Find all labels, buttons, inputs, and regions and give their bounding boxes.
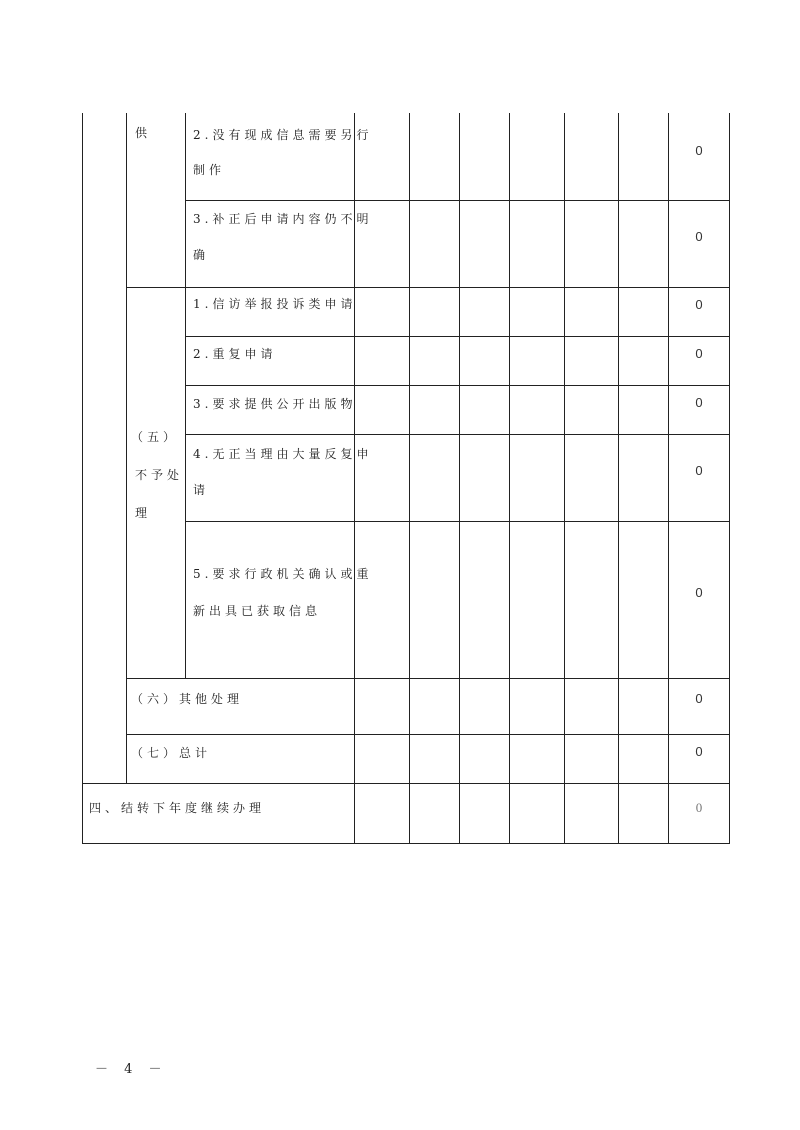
total-cell: 0	[695, 744, 703, 759]
row-label: 请	[193, 483, 210, 497]
row-label: （六）其他处理	[131, 692, 244, 706]
group-label-provide: 供	[135, 126, 152, 140]
total-cell: 0	[695, 585, 703, 600]
row-divider	[82, 783, 730, 784]
group-label-no-process: 理	[135, 506, 152, 520]
row-label: 3.补正后申请内容仍不明	[193, 212, 373, 226]
row-divider	[185, 434, 730, 435]
column-divider	[409, 113, 410, 844]
page-number: － 4 －	[95, 1062, 168, 1077]
row-label: 新出具已获取信息	[193, 604, 322, 618]
row-label: 1.信访举报投诉类申请	[193, 297, 357, 311]
group-label-no-process: 不予处	[135, 468, 184, 482]
column-divider	[564, 113, 565, 844]
column-divider	[668, 113, 669, 844]
group-label-no-process: （五）	[131, 430, 180, 444]
total-cell: 0	[695, 346, 703, 361]
row-label: （七）总计	[131, 746, 212, 760]
row-divider	[126, 678, 730, 679]
row-label: 5.要求行政机关确认或重	[193, 567, 373, 581]
row-label: 确	[193, 248, 210, 262]
row-divider	[185, 521, 730, 522]
total-cell: 0	[695, 143, 703, 158]
column-divider	[459, 113, 460, 844]
column-divider	[185, 113, 186, 679]
row-label: 4.无正当理由大量反复申	[193, 447, 373, 461]
total-cell: 0	[695, 297, 703, 312]
row-divider	[126, 734, 730, 735]
column-divider	[618, 113, 619, 844]
row-label: 制作	[193, 163, 226, 177]
row-label: 3.要求提供公开出版物	[193, 397, 357, 411]
table-bottom-border	[82, 843, 730, 844]
table-left-border	[82, 113, 83, 844]
total-cell: 0	[695, 395, 703, 410]
row-label: 2.没有现成信息需要另行	[193, 128, 373, 142]
column-divider	[126, 113, 127, 784]
total-cell: 0	[695, 229, 703, 244]
table-right-border	[729, 113, 730, 844]
total-cell: 0	[695, 691, 703, 706]
total-cell: 0	[695, 463, 703, 478]
total-cell: 0	[695, 800, 703, 815]
column-divider	[509, 113, 510, 844]
row-label: 2.重复申请	[193, 347, 277, 361]
row-label: 四、结转下年度继续办理	[89, 801, 266, 815]
